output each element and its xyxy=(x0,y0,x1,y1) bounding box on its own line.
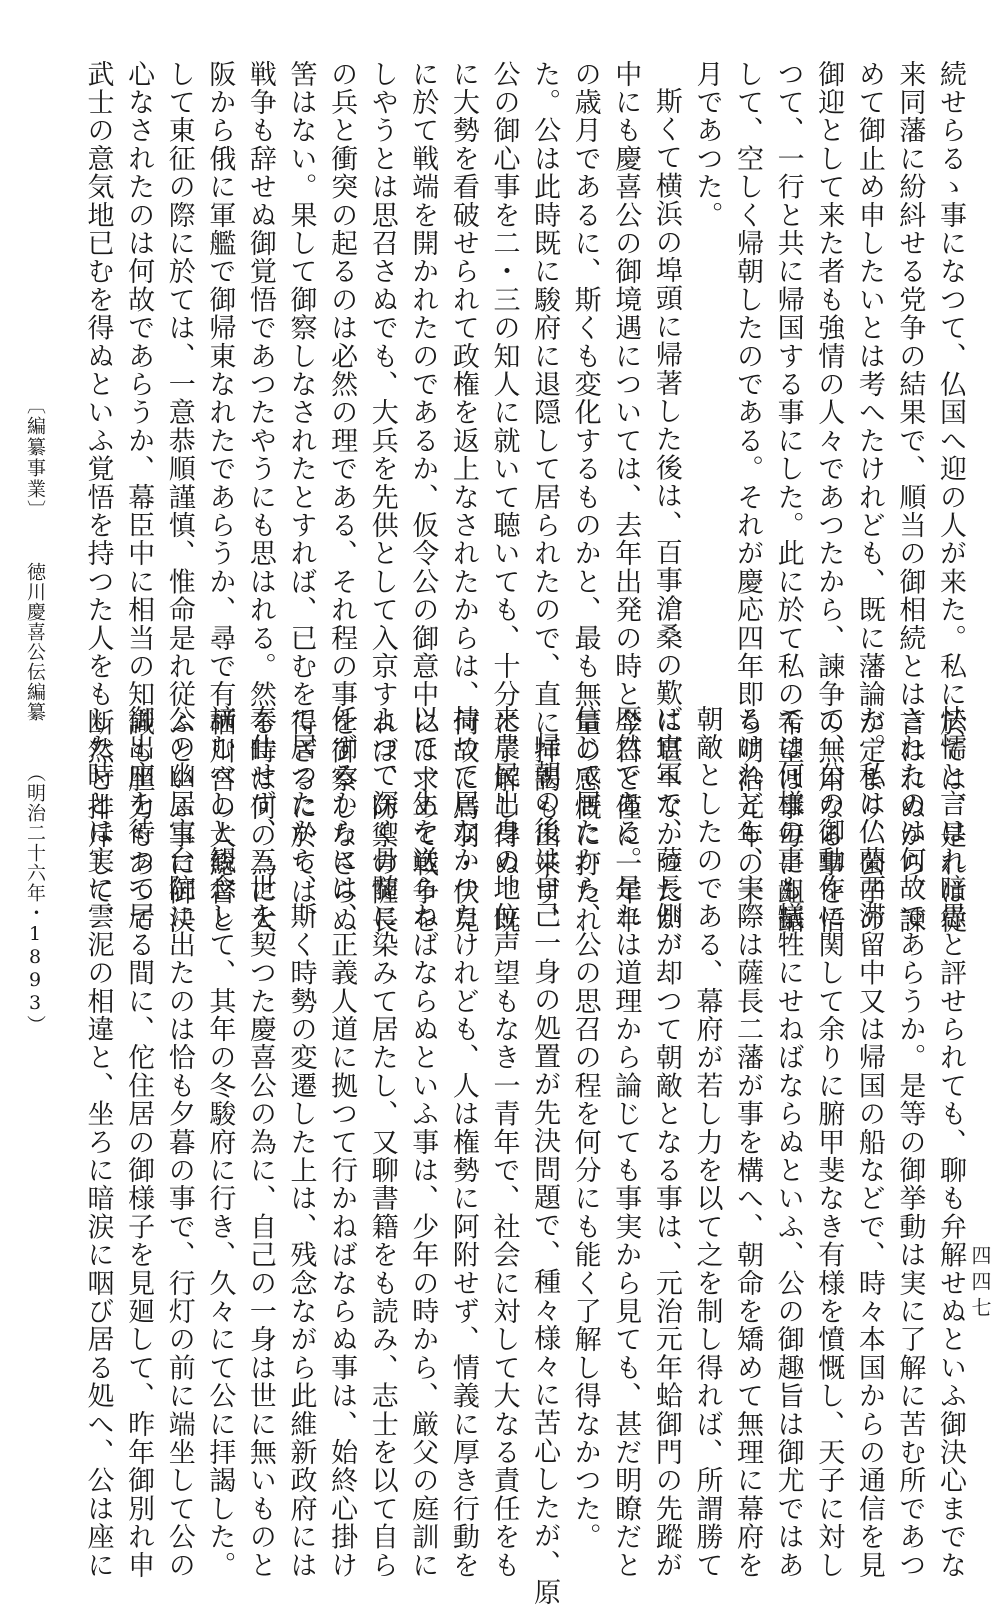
text-column: 戦争も辞せぬ御覚悟であつたやうにも思はれる。然る時は何の為に大 xyxy=(244,60,276,935)
text-column: 続せらるゝ事になつて、仏国へ迎の人が来た。私に於ては、是れは従 xyxy=(935,60,966,935)
text-column: しやうとは思召さぬでも、大兵を先供として入京すれば、防禦の薩長 xyxy=(366,60,398,935)
text-column: 朝敵としたのである、幕府が若し力を以て之を制し得れば、所謂勝て xyxy=(691,705,723,1580)
text-column: るけれども、実際は薩長二藩が事を構へ、朝命を矯めて無理に幕府を xyxy=(732,705,764,1580)
text-column: ては何様の事も犠牲にせねばならぬといふ、公の御趣旨は御尤ではあ xyxy=(772,705,804,1580)
text-column: 月であつた。 xyxy=(691,60,723,230)
text-column: の歳月であるに、斯くも変化するものかと、最も無量の感慨に打たれ xyxy=(569,60,601,935)
running-footer xyxy=(22,395,49,1035)
text-column: 中にも慶喜公の御境遇については、去年出発の時と今日と僅に一年半 xyxy=(610,60,642,935)
text-column: つて、一行と共に帰国する事にした。此に於て私の希望は事毎に齟齬 xyxy=(772,60,804,935)
text-column: 信じて居たから、公の思召の程を何分にも能く了解し得なかつた。 xyxy=(569,705,601,1551)
text-column: 持つて居なかつたけれども、人は権勢に阿附せず、情義に厚き行動を xyxy=(447,705,479,1580)
text-column: 阪から俄に軍艦で御帰東なれたであらうか、尋で有栖川宮の大総督と xyxy=(204,60,236,935)
top-text-block xyxy=(82,60,970,962)
text-column: に於て戦端を開かれたのであるか、仮令公の御意中には求めて戦争を xyxy=(407,60,439,935)
text-column: の兵と衝突の起るのは必然の理である、それ程の事を御察しなさらぬ xyxy=(326,60,358,935)
text-column: 公の御心事を二・三の知人に就いて聴いても、十分に了解し得ぬ。既 xyxy=(488,60,520,935)
text-column: 心なされたのは何故であらうか、幕臣中に相当の知識も胆力もあつて xyxy=(123,60,155,935)
text-column: よつて深く骨髄に染みて居たし、又聊書籍をも読み、志士を以て自ら xyxy=(366,705,398,1580)
text-column: 帰朝の後は自己一身の処置が先決問題で、種々様々に苦心したが、原 xyxy=(529,732,561,1606)
text-column: て、公の御動作に関して余りに腑甲斐なき有様を憤慨し、天子に対し xyxy=(813,705,845,1580)
text-column: に大勢を看破せられて政権を返上なされたからは、何故に鳥羽・伏見 xyxy=(447,60,479,935)
text-column: ば官軍で、薩長側が却つて朝敵となる事は、元治元年蛤御門の先蹤が xyxy=(650,705,682,1580)
footer-date: （明治二十六年・1893） xyxy=(24,763,46,1035)
text-column: た。公は此時既に駿府に退隠して居られたので、直に拝謁も出来ず、 xyxy=(529,60,561,935)
footer-work-title: 徳川慶喜公伝編纂 xyxy=(24,562,46,722)
text-column: 以て一生を送らねばならぬといふ事は、少年の時から、厳父の庭訓に xyxy=(407,705,439,1580)
footer-category: 〔編纂事業〕 xyxy=(24,395,46,521)
text-column: されたのは何故であらうか。是等の御挙動は実に了解に苦む所であつ xyxy=(894,705,926,1580)
text-column: して、空しく帰朝したのである。それが慶応四年即ち明治元年の十一 xyxy=(732,60,764,935)
text-column: 歴然である。是れは道理から論じても事実から見ても、甚だ明瞭だと xyxy=(610,705,642,1580)
text-column: めて御止め申したいとは考へたけれども、既に藩論が定まり、公子の xyxy=(853,60,885,935)
text-column: 筈はない。果して御察しなされたとすれば、已むを得ざるに於ては、 xyxy=(285,60,317,935)
text-column: 来農民出身の地位声望もなき一青年で、社会に対して大なる責任をも xyxy=(488,705,520,1580)
text-column: 来同藩に紛紏せる党争の結果で、順当の御相続とは言はれぬから、諫 xyxy=(894,60,926,935)
text-column: 御迎として来た者も強情の人々であつたから、諫争の無用なる事を悟 xyxy=(813,60,845,935)
text-column: 斯くて横浜の埠頭に帰著した後は、百事滄桑の歎に堪へなかつたが、 xyxy=(650,87,682,962)
page-number: 四四七 xyxy=(968,1245,992,1323)
text-column: た。私は仏蘭西滞留中又は帰国の船などで、時々本国からの通信を見 xyxy=(853,705,885,1580)
text-column: 武士の意気地已むを得ぬといふ覚悟を持つた人をも断然と排斥して、 xyxy=(82,60,114,935)
text-column: 諦むべしと観念して、其年の冬駿府に行き、久々にて公に拝謁した。 xyxy=(204,705,236,1580)
text-column: 怯懦と言はれ暗愚と評せられても、聊も弁解せぬといふ御決心までな xyxy=(935,705,966,1580)
text-column: した時とは実に雲泥の相違と、坐ろに暗涙に咽び居る処へ、公は座に xyxy=(82,705,114,1580)
text-column: 奉仕せず、三世を契つた慶喜公の為に、自己の一身は世に無いものと xyxy=(244,705,276,1580)
bottom-text-block xyxy=(82,705,970,1606)
text-column: して東征の際に於ては、一意恭順謹慎、惟命是れ従ふといふ事に御決 xyxy=(163,60,195,935)
text-column: て居つたから、斯く時勢の変遷した上は、残念ながら此維新政府には xyxy=(285,705,317,1580)
text-column: 御出座を待つて居る間に、佗住居の御様子を見廻して、昨年御別れ申 xyxy=(123,705,155,1580)
text-column: 公の幽居宝台院に出たのは恰も夕暮の事で、行灯の前に端坐して公の xyxy=(163,705,195,1580)
text-column: 任ずるからには、正義人道に拠つて行かねばならぬ事は、始終心掛け xyxy=(326,705,358,1580)
